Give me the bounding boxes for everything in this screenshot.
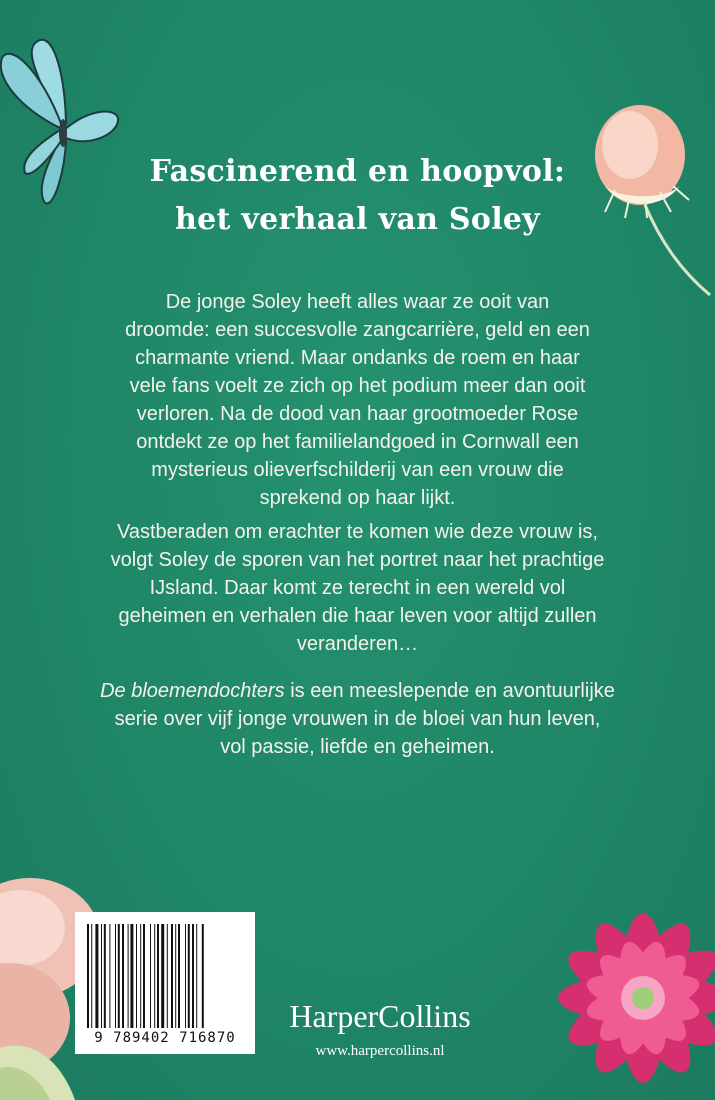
paragraph-2-line: Vastberaden om erachter te komen wie deze vrouw is,	[117, 521, 598, 543]
paragraph-3-text: is een meeslepende en avontuurlijke	[284, 680, 615, 702]
paragraph-3-line	[60, 677, 655, 705]
paragraph-1-line: verloren. Na de dood van haar grootmoeder Rose	[136, 403, 579, 425]
barcode	[75, 912, 255, 1054]
barcode-bars	[85, 924, 245, 1032]
publisher-website: www.harpercollins.nl	[315, 1043, 445, 1059]
paragraph-3-line: vol passie, liefde en geheimen.	[220, 736, 495, 758]
series-title: De bloemendochters	[100, 680, 285, 702]
paragraph-1	[60, 288, 655, 512]
paragraph-1-line: De jonge Soley heeft alles waar ze ooit van	[165, 291, 550, 313]
paragraph-2-line: veranderen…	[296, 633, 419, 655]
paragraph-3	[60, 677, 655, 761]
publisher-logo: HarperCollins	[289, 998, 471, 1034]
paragraph-1-line: mysterieus olieverfschilderij van een vrouw die	[151, 459, 564, 481]
paragraph-2-line: volgt Soley de sporen van het portret naar het prachtige	[110, 549, 605, 571]
paragraph-2	[60, 518, 655, 658]
paragraph-1-line: ontdekt ze op het familielandgoed in Cornwall een	[136, 431, 579, 453]
paragraph-1-line: sprekend op haar lijkt.	[259, 487, 456, 509]
isbn-digits: 9 789402 716870	[94, 1030, 236, 1046]
paragraph-1-line: vele fans voelt ze zich op het podium meer dan ooit	[129, 375, 586, 397]
paragraph-1-line: droomde: een succesvolle zangcarrière, geld en een	[125, 319, 590, 341]
paragraph-3-line: serie over vijf jonge vrouwen in de bloei van hun leven,	[114, 708, 601, 730]
paragraph-2-line: geheimen en verhalen die haar leven voor altijd zullen	[118, 605, 597, 627]
title-line-1: Fascinerend en hoopvol:	[149, 154, 566, 189]
dahlia-icon	[508, 878, 715, 1100]
paragraph-1-line: charmante vriend. Maar ondanks de roem en haar	[135, 347, 580, 369]
title-line-2: het verhaal van Soley	[174, 202, 541, 237]
paragraph-2-line: IJsland. Daar komt ze terecht in een wereld vol	[149, 577, 566, 599]
